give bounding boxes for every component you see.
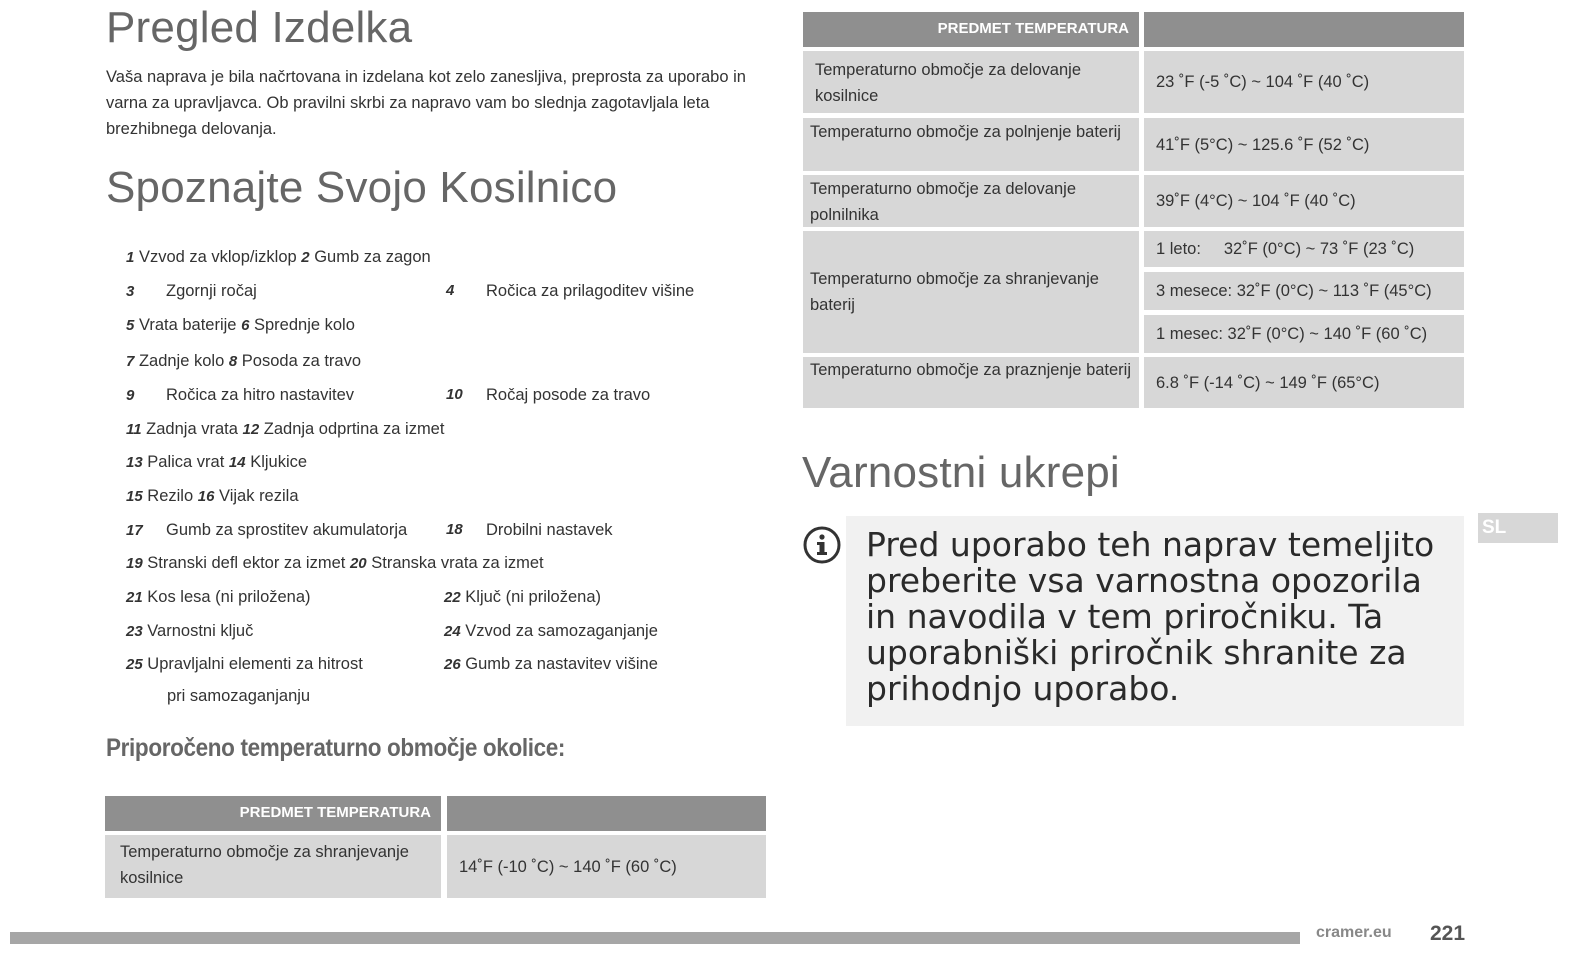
part-number: 2 xyxy=(301,249,310,266)
part-number: 20 xyxy=(349,555,367,572)
part-number: 4 xyxy=(446,282,455,299)
table-cell-value: 1 mesec: 32˚F (0°C) ~ 140 ˚F (60 ˚C) xyxy=(1144,315,1464,353)
part-number: 14 xyxy=(228,454,246,471)
table-cell-label xyxy=(803,231,1139,353)
safety-notice-text: Pred uporabo teh naprav temeljito preberite vsa varnostna opozorila in navodila v tem priročniku. Ta uporabniški priročnik shranite za prihodnjo uporabo. xyxy=(866,525,1435,708)
list-item xyxy=(126,352,361,374)
table-cell-label: Temperaturno območje za polnjenje baterij xyxy=(803,118,1139,171)
list-item xyxy=(126,248,431,270)
part-label: Vijak rezila xyxy=(219,487,299,505)
list-item xyxy=(126,521,766,543)
part-number: 6 xyxy=(241,317,250,334)
part-number: 1 xyxy=(126,249,135,266)
table-cell-label-text: Temperaturno območje za shranjevanje baterij xyxy=(810,270,1099,314)
list-item xyxy=(126,453,307,475)
part-label: Gumb za nastavitev višine xyxy=(465,655,658,673)
recommended-temp-heading: Priporočeno temperaturno območje okolice: xyxy=(106,734,566,762)
part-label: Ročica za hitro nastavitev xyxy=(166,386,355,404)
part-label: Sprednje kolo xyxy=(254,316,355,334)
part-number: 24 xyxy=(444,623,461,640)
part-number: 15 xyxy=(126,488,143,505)
info-circle-icon xyxy=(802,525,842,565)
table-cell-value: 14˚F (-10 ˚C) ~ 140 ˚F (60 ˚C) xyxy=(447,835,766,898)
part-label: Stranska vrata za izmet xyxy=(371,554,544,572)
part-label: Kos lesa (ni priložena) xyxy=(147,588,311,606)
part-label: Ročaj posode za travo xyxy=(486,386,651,404)
part-label: Ročica za prilagoditev višine xyxy=(486,282,695,300)
part-label: Rezilo xyxy=(147,487,194,505)
part-label: Drobilni nastavek xyxy=(486,521,613,539)
footer-bar xyxy=(10,932,1300,944)
table-cell-label: Temperaturno območje za delovanje polnilnika xyxy=(803,175,1139,227)
part-label: Palica vrat xyxy=(147,453,225,471)
part-number: 5 xyxy=(126,317,135,334)
table-cell-label: Temperaturno območje za delovanje kosilnice xyxy=(803,51,1139,113)
part-label: Zadnje kolo xyxy=(138,352,225,370)
part-number: 3 xyxy=(126,283,135,300)
list-item xyxy=(126,487,299,509)
language-tab: SL xyxy=(1478,513,1558,543)
part-number: 17 xyxy=(126,522,143,539)
list-item xyxy=(126,588,766,610)
table-cell-label: Temperaturno območje za praznjenje baterij xyxy=(803,357,1139,408)
part-label: Varnostni ključ xyxy=(147,622,254,640)
table-cell-value: 1 leto: 32˚F (0°C) ~ 73 ˚F (23 ˚C) xyxy=(1144,231,1464,267)
part-label: Zgornji ročaj xyxy=(166,282,257,300)
list-item xyxy=(126,622,766,644)
list-item xyxy=(126,316,355,338)
list-item xyxy=(126,420,444,442)
part-number: 21 xyxy=(126,589,143,606)
part-number: 18 xyxy=(446,521,463,538)
part-number: 8 xyxy=(228,353,238,370)
table-header-blank xyxy=(447,796,766,831)
intro-paragraph: Vaša naprava je bila načrtovana in izdelana kot zelo zanesljiva, preprosta za uporabo in varna za upravljavca. Ob pravilni skrbi za napravo vam bo slednja zagotavljala leta brezhibnega delovanja. xyxy=(106,68,746,138)
part-number: 9 xyxy=(126,387,135,404)
part-number: 26 xyxy=(444,656,461,673)
part-number: 19 xyxy=(126,555,143,572)
table-cell-value: 39˚F (4°C) ~ 104 ˚F (40 ˚C) xyxy=(1144,175,1464,227)
part-label: Upravljalni elementi za hitrost xyxy=(147,655,363,673)
footer-website: cramer.eu xyxy=(1316,924,1392,941)
part-number: 25 xyxy=(126,656,143,673)
part-number: 22 xyxy=(444,589,461,606)
list-item xyxy=(126,655,766,677)
table-cell-value: 23 ˚F (-5 ˚C) ~ 104 ˚F (40 ˚C) xyxy=(1144,51,1464,113)
part-number: 11 xyxy=(126,421,142,438)
list-item xyxy=(126,282,766,304)
page-number: 221 xyxy=(1430,922,1466,945)
part-label: Kljukice xyxy=(250,453,308,471)
section-title-know-mower: Spoznajte Svojo Kosilnico xyxy=(106,163,618,212)
table-cell-value: 6.8 ˚F (-14 ˚C) ~ 149 ˚F (65°C) xyxy=(1144,357,1464,408)
part-number: 10 xyxy=(446,386,463,403)
page-title-overview: Pregled Izdelka xyxy=(106,3,413,52)
part-number: 13 xyxy=(126,454,143,471)
part-label: Zadnja vrata xyxy=(146,420,238,438)
list-item xyxy=(126,386,766,408)
part-label: Zadnja odprtina za izmet xyxy=(263,420,445,438)
table-cell-label: Temperaturno območje za shranjevanje kosilnice xyxy=(105,835,441,898)
part-number: 23 xyxy=(126,623,143,640)
part-number: 12 xyxy=(242,421,260,438)
part-label: Vrata baterije xyxy=(138,316,237,334)
part-label: Ključ (ni priložena) xyxy=(465,588,602,606)
part-number: 7 xyxy=(126,353,135,370)
part-label: Posoda za travo xyxy=(241,352,362,370)
part-label: Gumb za sprostitev akumulatorja xyxy=(166,521,408,539)
table-header-blank xyxy=(1144,12,1464,47)
part-label: Gumb za zagon xyxy=(314,248,431,266)
section-title-safety: Varnostni ukrepi xyxy=(802,448,1120,497)
part-number: 16 xyxy=(197,488,215,505)
list-item xyxy=(126,554,544,576)
part-label: Vzvod za vklop/izklop xyxy=(138,248,297,266)
list-item-continuation: pri samozaganjanju xyxy=(167,687,311,705)
part-label: Vzvod za samozaganjanje xyxy=(465,622,658,640)
table-cell-value: 41˚F (5°C) ~ 125.6 ˚F (52 ˚C) xyxy=(1144,118,1464,171)
part-label: Stranski defl ektor za izmet xyxy=(147,554,346,572)
table-header-item-temperature: PREDMET TEMPERATURA xyxy=(105,796,441,831)
table-header-item-temperature: PREDMET TEMPERATURA xyxy=(803,12,1139,47)
table-cell-value: 3 mesece: 32˚F (0°C) ~ 113 ˚F (45°C) xyxy=(1144,272,1464,310)
